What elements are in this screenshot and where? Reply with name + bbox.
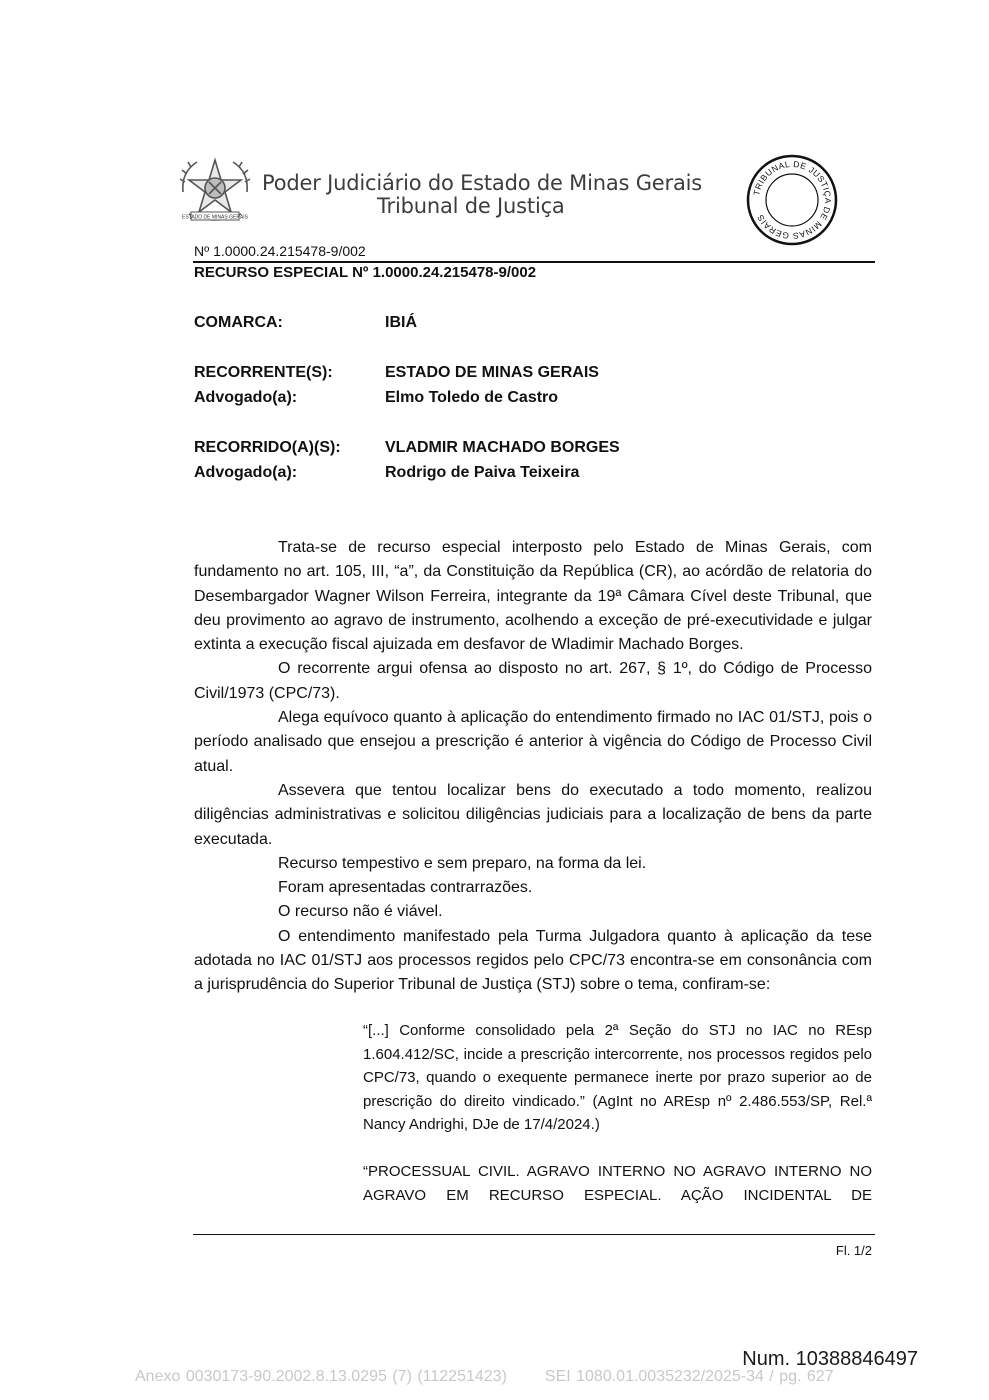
court-name-line2: Tribunal de Justiça — [377, 194, 565, 218]
paragraph: Foram apresentadas contrarrazões. — [278, 879, 533, 897]
recorrente-label: RECORRENTE(S): — [194, 364, 333, 381]
court-seal-icon — [746, 154, 838, 246]
recorrido-advogado-value: Rodrigo de Paiva Teixeira — [385, 464, 580, 481]
recorrente-value: ESTADO DE MINAS GERAIS — [385, 364, 599, 381]
paragraph: Recurso tempestivo e sem preparo, na forma da lei. — [278, 854, 647, 872]
process-number: Nº 1.0000.24.215478-9/002 — [194, 243, 366, 259]
header-divider — [193, 261, 875, 263]
coat-of-arms-icon — [175, 152, 255, 232]
recorrido-label: RECORRIDO(A)(S): — [194, 439, 341, 456]
annex-stamp — [135, 1368, 872, 1386]
paragraph: O recorrente argui ofensa ao disposto no art. 267, § 1º, do Código de Processo Civil/1973 (CPC/73). — [194, 660, 872, 702]
paragraph: Trata-se de recurso especial interposto pelo Estado de Minas Gerais, com fundamento no art. 105, III, “a”, da Constituição da República (CR), ao acórdão de relatoria do Desembargador Wagner Wilson Ferreira, integrante da 19ª Câmara Cível deste Tribunal, que deu provimento ao agravo de instrumento, acolhendo a exceção de pré-executividade e julgar extinta a execução fiscal ajuizada em desfavor de Wladimir Machado Borges. — [194, 539, 872, 654]
footer-divider — [193, 1234, 875, 1235]
paragraph: Alega equívoco quanto à aplicação do entendimento firmado no IAC 01/STJ, pois o período analisado que ensejou a prescrição é anterior à vigência do Código de Processo Civil atual. — [194, 709, 872, 775]
court-name-line1: Poder Judiciário do Estado de Minas Gerais — [262, 171, 702, 195]
svg-text:TRIBUNAL DE JUSTIÇA DE MINAS G — [751, 159, 833, 241]
citation: “[...] Conforme consolidado pela 2ª Seção do STJ no IAC no REsp 1.604.412/SC, incide a prescrição intercorrente, nos processos regidos pelo CPC/73, quando o exequente permanece inerte por prazo superior ao de prescrição do direito vindicado.” (AgInt no AREsp nº 2.486.553/SP, Rel.ª Nancy Andrighi, DJe de 17/4/2024.) — [363, 1022, 872, 1133]
recorrido-value: VLADMIR MACHADO BORGES — [385, 439, 620, 456]
document-num-stamp: Num. 10388846497 — [742, 1348, 918, 1370]
page-number: Fl. 1/2 — [835, 1243, 872, 1258]
annex-reference: Anexo 0030173-90.2002.8.13.0295 (7) (112251423) — [135, 1368, 507, 1385]
seal-text: TRIBUNAL DE JUSTIÇA DE MINAS GERAIS — [751, 158, 834, 242]
citation-block — [363, 1019, 872, 1207]
paragraph: O recurso não é viável. — [278, 903, 443, 921]
recorrido-advogado-label: Advogado(a): — [194, 464, 298, 481]
document-title: RECURSO ESPECIAL Nº 1.0000.24.215478-9/002 — [194, 264, 537, 281]
paragraph: Assevera que tentou localizar bens do executado a todo momento, realizou diligências administrativas e solicitou diligências judiciais para a localização de bens da parte executada. — [194, 781, 872, 848]
coat-text: ESTADO DE MINAS GERAIS — [181, 214, 249, 221]
document-body — [194, 536, 872, 998]
comarca-label: COMARCA: — [194, 314, 283, 331]
recorrente-advogado-value: Elmo Toledo de Castro — [385, 389, 559, 406]
paragraph: O entendimento manifestado pela Turma Julgadora quanto à aplicação da tese adotada no IAC 01/STJ aos processos regidos pelo CPC/73 encontra-se em consonância com a jurisprudência do Superior Tribunal de Justiça (STJ) sobre o tema, confiram-se: — [194, 927, 872, 994]
recorrente-advogado-label: Advogado(a): — [194, 389, 298, 406]
sei-reference: SEI 1080.01.0035232/2025-34 / pg. 627 — [544, 1368, 834, 1385]
comarca-value: IBIÁ — [385, 314, 417, 331]
citation: “PROCESSUAL CIVIL. AGRAVO INTERNO NO AGRAVO INTERNO NO AGRAVO EM RECURSO ESPECIAL. AÇÃO INCIDENTAL DE — [363, 1163, 872, 1204]
